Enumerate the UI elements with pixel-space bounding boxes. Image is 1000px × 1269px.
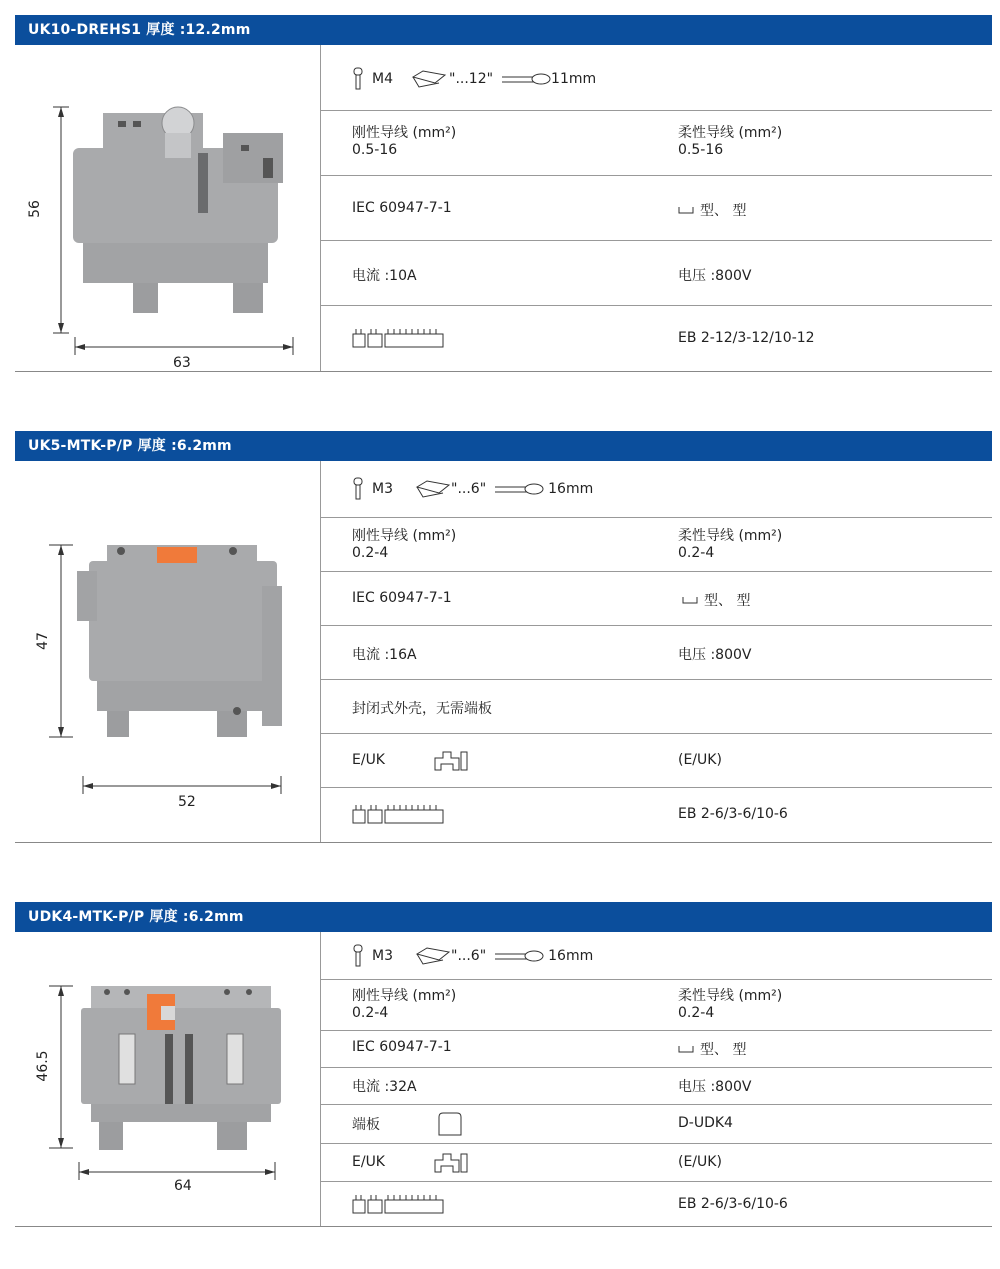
standard: IEC 60947-7-1: [352, 590, 452, 606]
rigid-conductor-value: 0.2-4: [352, 545, 389, 561]
height-dimension: 47: [35, 632, 51, 650]
rigid-conductor-label: 刚性导线 (mm²): [352, 528, 457, 544]
terminal-block-image: [77, 541, 287, 741]
rating-row: [321, 241, 992, 306]
voltage-rating: 电压 :800V: [678, 268, 752, 284]
screw-size: M4: [372, 71, 393, 87]
jumper-bridge-icon: [352, 804, 444, 824]
housing-note-row: [321, 680, 992, 734]
product-section-uk5: [15, 431, 992, 843]
bridge-models: EB 2-6/3-6/10-6: [678, 806, 788, 822]
screw-size: M3: [372, 948, 393, 964]
wire-connection-row: [321, 461, 992, 518]
end-clamp-label: E/UK: [352, 1154, 385, 1170]
standard: IEC 60947-7-1: [352, 200, 452, 216]
width-dimension-line: [81, 776, 285, 796]
height-dimension: 56: [27, 200, 43, 218]
end-clamp-value: (E/UK): [678, 752, 722, 768]
jumper-bridge-icon: [352, 1194, 444, 1214]
strip-length: 11mm: [551, 71, 597, 87]
product-title: UK10-DREHS1 厚度 :12.2mm: [15, 15, 992, 45]
end-clamp-label: E/UK: [352, 752, 385, 768]
wire-range: "...12": [449, 71, 494, 87]
dimension-drawing: [15, 461, 321, 842]
current-rating: 电流 :32A: [352, 1079, 417, 1095]
standard-row: [321, 572, 992, 626]
flexible-conductor-label: 柔性导线 (mm²): [678, 528, 783, 544]
end-clamp-row: [321, 734, 992, 788]
bridge-row: [321, 306, 992, 371]
rigid-conductor-label: 刚性导线 (mm²): [352, 125, 457, 141]
wire-connection-row: [321, 932, 992, 980]
standard-row: [321, 1031, 992, 1068]
current-rating: 电流 :16A: [352, 647, 417, 663]
flexible-conductor-label: 柔性导线 (mm²): [678, 125, 783, 141]
rail-types: 型、 型: [704, 593, 751, 609]
width-dimension: 63: [173, 355, 191, 371]
wire-range: "...6": [451, 481, 487, 497]
strip-length-icon: [501, 72, 551, 86]
rigid-conductor-value: 0.2-4: [352, 1005, 389, 1021]
flexible-conductor-value: 0.2-4: [678, 545, 715, 561]
screw-icon: [352, 477, 364, 501]
end-plate-row: [321, 1105, 992, 1144]
terminal-block-image: [73, 103, 298, 318]
terminal-block-image: [77, 984, 287, 1154]
current-rating: 电流 :10A: [352, 268, 417, 284]
wire-gauge-icon: [415, 946, 451, 966]
screw-size: M3: [372, 481, 393, 497]
standard: IEC 60947-7-1: [352, 1039, 452, 1055]
bridge-row: [321, 1182, 992, 1226]
bridge-models: EB 2-6/3-6/10-6: [678, 1196, 788, 1212]
strip-length-icon: [494, 949, 544, 963]
conductor-row: [321, 518, 992, 572]
strip-length-icon: [494, 482, 544, 496]
strip-length: 16mm: [548, 481, 594, 497]
height-dimension-line: [39, 105, 69, 335]
rating-row: [321, 1068, 992, 1105]
rail-types: 型、 型: [700, 203, 747, 219]
product-title: UDK4-MTK-P/P 厚度 :6.2mm: [15, 902, 992, 932]
wire-gauge-icon: [411, 69, 447, 89]
product-section-uk10: [15, 15, 992, 372]
screw-icon: [352, 67, 364, 91]
wire-gauge-icon: [415, 479, 451, 499]
end-clamp-icon: [433, 1150, 469, 1174]
dimension-drawing: [15, 932, 321, 1226]
end-clamp-row: [321, 1144, 992, 1182]
flexible-conductor-value: 0.2-4: [678, 1005, 715, 1021]
conductor-row: [321, 111, 992, 176]
height-dimension: 46.5: [35, 1050, 51, 1082]
flexible-conductor-value: 0.5-16: [678, 142, 724, 158]
wire-range: "...6": [451, 948, 487, 964]
housing-note: 封闭式外壳，无需端板: [352, 701, 492, 717]
product-section-udk4: [15, 902, 992, 1227]
end-clamp-icon: [433, 748, 469, 772]
end-plate-value: D-UDK4: [678, 1115, 733, 1131]
wire-connection-row: [321, 45, 992, 111]
spec-table: [321, 461, 992, 842]
end-clamp-value: (E/UK): [678, 1154, 722, 1170]
width-dimension: 52: [178, 794, 196, 810]
conductor-row: [321, 980, 992, 1031]
rating-row: [321, 626, 992, 680]
product-title: UK5-MTK-P/P 厚度 :6.2mm: [15, 431, 992, 461]
strip-length: 16mm: [548, 948, 594, 964]
ts-rail-icon: [678, 205, 694, 215]
width-dimension-line: [73, 337, 298, 357]
voltage-rating: 电压 :800V: [678, 647, 752, 663]
bridge-row: [321, 788, 992, 842]
jumper-bridge-icon: [352, 328, 444, 348]
screw-icon: [352, 944, 364, 968]
end-plate-icon: [436, 1111, 464, 1137]
spec-table: [321, 45, 992, 371]
end-plate-label: 端板: [352, 1117, 380, 1133]
ts-rail-icon: [678, 1044, 694, 1054]
flexible-conductor-label: 柔性导线 (mm²): [678, 988, 783, 1004]
bridge-models: EB 2-12/3-12/10-12: [678, 330, 815, 346]
voltage-rating: 电压 :800V: [678, 1079, 752, 1095]
width-dimension: 64: [174, 1178, 192, 1194]
rail-types: 型、 型: [700, 1042, 747, 1058]
standard-row: [321, 176, 992, 241]
spec-table: [321, 932, 992, 1226]
dimension-drawing: [15, 45, 321, 371]
rigid-conductor-label: 刚性导线 (mm²): [352, 988, 457, 1004]
ts-rail-icon: [682, 595, 698, 605]
rigid-conductor-value: 0.5-16: [352, 142, 398, 158]
